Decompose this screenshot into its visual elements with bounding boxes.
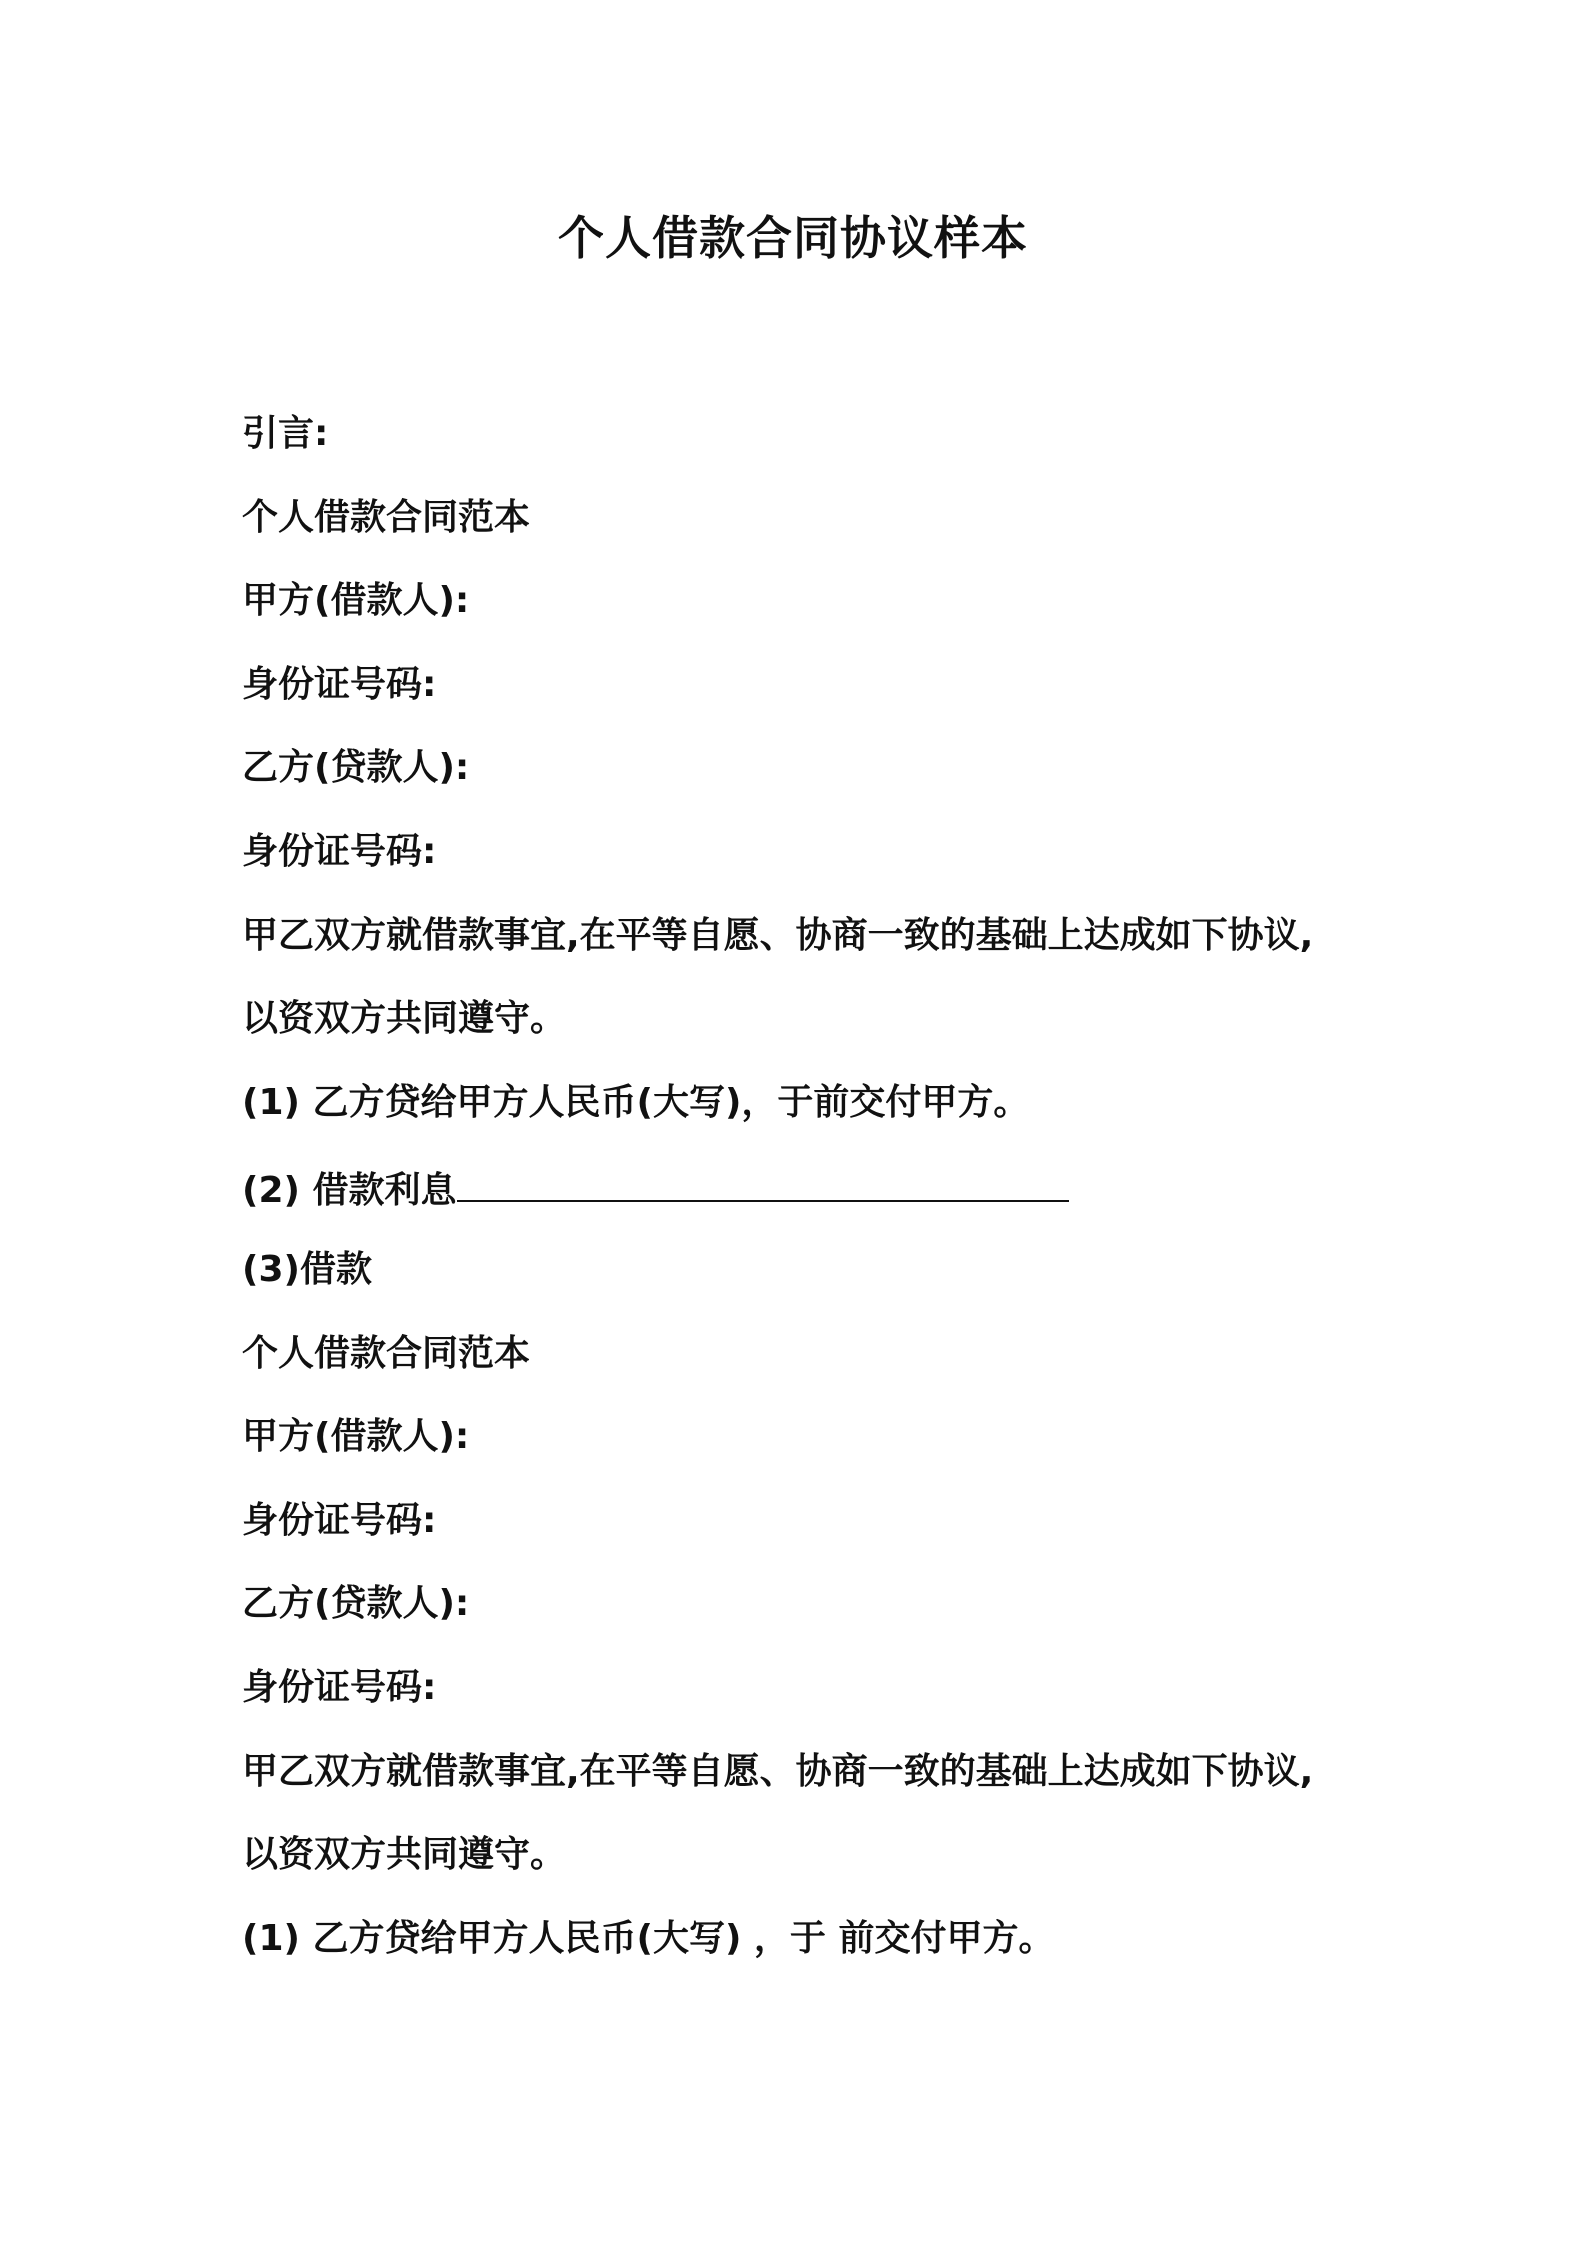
clause-1-repeat: (1) 乙方贷给甲方人民币(大写) ，于 前交付甲方。 bbox=[242, 1917, 1055, 1959]
agreement-paragraph-line-2: 以资双方共同遵守。 bbox=[242, 998, 567, 1040]
party-b-id-label-repeat: 身份证号码: bbox=[242, 1666, 437, 1708]
interest-blank-line bbox=[457, 1156, 1069, 1202]
section-heading-repeat: 个人借款合同范本 bbox=[242, 1332, 531, 1374]
party-a-label: 甲方(借款人): bbox=[242, 580, 470, 622]
party-b-id-label: 身份证号码: bbox=[242, 830, 437, 872]
document-body bbox=[242, 404, 1372, 1992]
clause-1: (1) 乙方贷给甲方人民币(大写)，于前交付甲方。 bbox=[242, 1081, 1030, 1123]
intro-label: 引言: bbox=[242, 413, 329, 454]
party-a-id-label-repeat: 身份证号码: bbox=[242, 1499, 437, 1541]
agreement-paragraph-line-1: 甲乙双方就借款事宜,在平等自愿、协商一致的基础上达成如下协议, bbox=[242, 914, 1314, 956]
document-title: 个人借款合同协议样本 bbox=[558, 211, 1028, 265]
clause-3: (3)借款 bbox=[242, 1248, 372, 1290]
party-a-id-label: 身份证号码: bbox=[242, 663, 437, 705]
clause-2 bbox=[242, 1156, 1372, 1240]
party-b-label: 乙方(贷款人): bbox=[242, 747, 470, 789]
agreement-paragraph-repeat-line-2: 以资双方共同遵守。 bbox=[242, 1834, 567, 1876]
clause-2-text: (2) 借款利息 bbox=[242, 1170, 457, 1212]
party-a-label-repeat: 甲方(借款人): bbox=[242, 1416, 470, 1458]
agreement-paragraph-repeat-line-1: 甲乙双方就借款事宜,在平等自愿、协商一致的基础上达成如下协议, bbox=[242, 1750, 1314, 1792]
section-heading: 个人借款合同范本 bbox=[242, 496, 531, 538]
party-b-label-repeat: 乙方(贷款人): bbox=[242, 1583, 470, 1625]
